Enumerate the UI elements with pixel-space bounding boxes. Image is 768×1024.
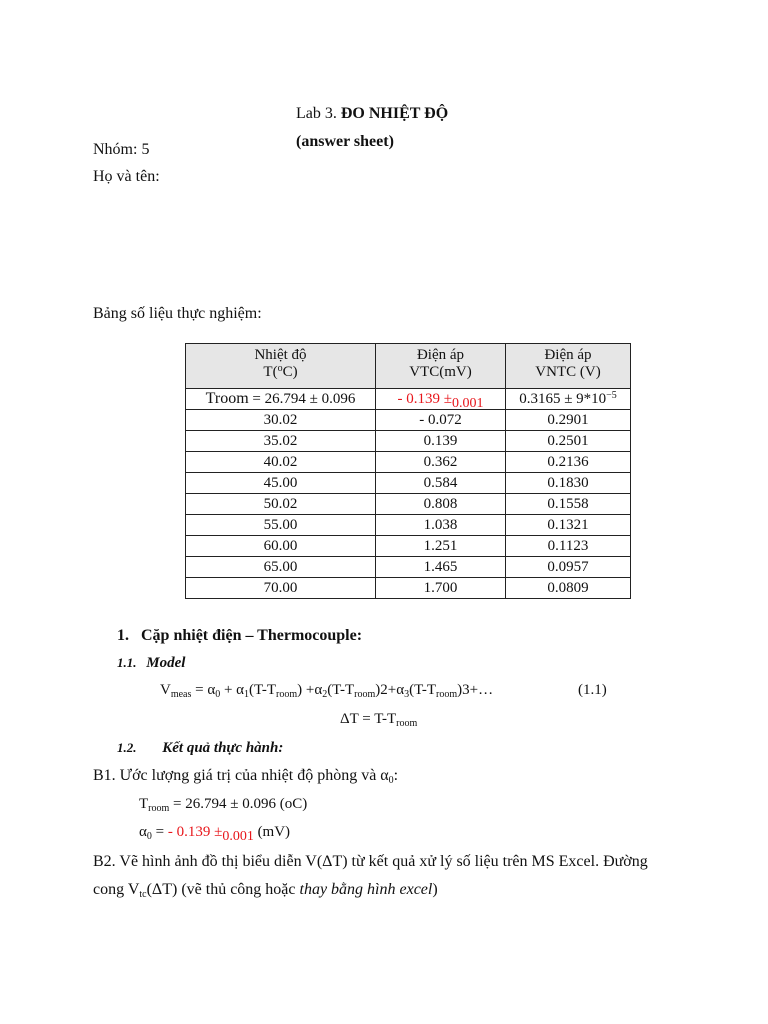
eq-v-sub: meas xyxy=(170,689,192,700)
header-vntc-line1: Điện áp xyxy=(544,347,592,363)
temperature-cell: 65.00 xyxy=(186,557,376,578)
eq-sroom1: room xyxy=(276,689,298,700)
vtc-cell: 1.251 xyxy=(376,536,506,557)
section12-number: 1.2. xyxy=(117,740,137,755)
b2-line2-b: (ΔT) (vẽ thủ công hoặc xyxy=(146,881,300,898)
troom-vtc-main: - 0.139 ± xyxy=(397,390,452,407)
delta-eq-main: ΔT = T-T xyxy=(340,711,397,727)
table-row-troom xyxy=(186,389,631,410)
eq-s1: 1 xyxy=(244,689,250,700)
eq-p7: (T-T xyxy=(409,682,437,698)
vntc-cell: 0.2501 xyxy=(506,431,631,452)
alpha0-value: - 0.139 ± xyxy=(167,824,223,840)
vtc-cell: - 0.072 xyxy=(376,410,506,431)
vntc-cell: 0.2136 xyxy=(506,452,631,473)
lab-subtitle: (answer sheet) xyxy=(296,133,394,150)
temperature-cell: 45.00 xyxy=(186,473,376,494)
vtc-cell: 1.038 xyxy=(376,515,506,536)
table-header-row xyxy=(186,344,631,389)
troom-label: Troom xyxy=(205,390,249,407)
table-row xyxy=(186,452,631,473)
alpha0-unit: (mV) xyxy=(253,824,291,840)
section12-heading xyxy=(117,740,283,757)
eq-p6: )2+α xyxy=(375,682,405,698)
table-row xyxy=(186,515,631,536)
vntc-cell: 0.0809 xyxy=(506,578,631,599)
header-vtc xyxy=(376,344,506,389)
table-row xyxy=(186,410,631,431)
header-temperature-line1: Nhiệt độ xyxy=(254,347,307,363)
b1-main: B1. Ước lượng giá trị của nhiệt độ phòng và α xyxy=(93,767,389,784)
lab-title xyxy=(296,105,448,123)
b2-line2-a: cong V xyxy=(93,881,140,898)
alpha0-sub: 0 xyxy=(146,831,152,842)
header-vntc xyxy=(506,344,631,389)
header-temperature-line2a: T( xyxy=(263,364,278,380)
b1-text xyxy=(93,767,398,785)
b1-colon: : xyxy=(393,767,399,784)
section12-title: Kết quả thực hành: xyxy=(162,740,284,756)
vntc-cell: 0.1830 xyxy=(506,473,631,494)
troom-vtc-sub: 0.001 xyxy=(451,395,484,411)
b1-sub: 0 xyxy=(388,775,394,786)
temperature-cell: 70.00 xyxy=(186,578,376,599)
delta-equation xyxy=(340,711,417,728)
troom-vntc-cell xyxy=(506,389,631,410)
alpha0-result xyxy=(139,824,291,844)
troom-result xyxy=(139,796,307,813)
eq-p8: )3+… xyxy=(457,682,494,698)
vntc-cell: 0.2901 xyxy=(506,410,631,431)
b2-line2-sub: tc xyxy=(139,889,147,900)
eq-p2: + α xyxy=(220,682,245,698)
eq-s0: 0 xyxy=(215,689,221,700)
name-label: Họ và tên: xyxy=(93,168,160,185)
section1-title: Cặp nhiệt điện – Thermocouple: xyxy=(141,627,363,644)
section11-heading xyxy=(117,655,185,672)
vntc-cell: 0.1321 xyxy=(506,515,631,536)
vntc-cell: 0.0957 xyxy=(506,557,631,578)
alpha0-symbol: α xyxy=(139,824,147,840)
temperature-cell: 30.02 xyxy=(186,410,376,431)
vtc-cell: 0.139 xyxy=(376,431,506,452)
model-equation xyxy=(160,682,493,699)
eq-sroom2: room xyxy=(354,689,376,700)
b2-line2-italic: thay bằng hình excel xyxy=(299,881,433,898)
delta-eq-sub: room xyxy=(396,718,418,729)
section11-number: 1.1. xyxy=(117,655,137,670)
temperature-cell: 55.00 xyxy=(186,515,376,536)
lab-title-bold: ĐO NHIỆT ĐỘ xyxy=(340,105,449,122)
alpha0-uncertainty: 0.001 xyxy=(222,829,254,844)
table-row xyxy=(186,557,631,578)
troom-cell xyxy=(186,389,376,410)
section1-heading xyxy=(117,627,362,645)
vtc-cell: 0.584 xyxy=(376,473,506,494)
table-row xyxy=(186,536,631,557)
eq-p1: = α xyxy=(191,682,216,698)
temperature-cell: 50.02 xyxy=(186,494,376,515)
section11-title: Model xyxy=(146,655,186,671)
troom-value: = 26.794 ± 0.096 xyxy=(252,391,356,407)
header-vntc-line2: VNTC (V) xyxy=(535,364,601,380)
troom-vntc-main: 0.3165 ± 9*10 xyxy=(519,390,607,407)
table-row xyxy=(186,578,631,599)
temperature-cell: 60.00 xyxy=(186,536,376,557)
header-temperature-line2b: C) xyxy=(282,364,298,380)
header-vtc-line1: Điện áp xyxy=(416,347,465,363)
temperature-cell: 35.02 xyxy=(186,431,376,452)
eq-s2: 2 xyxy=(322,689,328,700)
group-label: Nhóm: 5 xyxy=(93,141,150,158)
table-row xyxy=(186,473,631,494)
vntc-cell: 0.1123 xyxy=(506,536,631,557)
header-temperature-sup: o xyxy=(277,363,283,374)
eq-p5: (T-T xyxy=(327,682,355,698)
vtc-cell: 1.465 xyxy=(376,557,506,578)
troom-result-value: = 26.794 ± 0.096 (oC) xyxy=(169,796,308,812)
alpha0-eq: = xyxy=(151,824,168,840)
lab-title-prefix: Lab 3. xyxy=(296,105,337,122)
vtc-cell: 1.700 xyxy=(376,578,506,599)
temperature-cell: 40.02 xyxy=(186,452,376,473)
vntc-cell: 0.1558 xyxy=(506,494,631,515)
equation-number: (1.1) xyxy=(578,682,607,698)
vtc-cell: 0.362 xyxy=(376,452,506,473)
header-vtc-line2: VTC(mV) xyxy=(409,364,472,380)
troom-vtc-cell xyxy=(376,389,506,410)
table-caption: Bảng số liệu thực nghiệm: xyxy=(93,305,262,322)
data-table xyxy=(185,343,631,599)
table-row xyxy=(186,494,631,515)
b2-line2 xyxy=(93,881,438,899)
troom-result-sub: room xyxy=(148,803,170,814)
eq-p3: (T-T xyxy=(249,682,276,698)
header-temperature xyxy=(186,344,376,389)
vtc-cell: 0.808 xyxy=(376,494,506,515)
eq-p4: ) +α xyxy=(297,682,323,698)
table-row xyxy=(186,431,631,452)
eq-sroom3: room xyxy=(436,689,458,700)
eq-v: V xyxy=(160,682,171,698)
section1-number: 1. xyxy=(117,627,129,644)
troom-vntc-sup: −5 xyxy=(606,389,617,401)
eq-s3: 3 xyxy=(404,689,410,700)
troom-result-t: T xyxy=(139,796,149,812)
b2-line1: B2. Vẽ hình ảnh đồ thị biểu diễn V(ΔT) từ kết quả xử lý số liệu trên MS Excel. Đường xyxy=(93,853,648,870)
b2-line2-c: ) xyxy=(432,881,438,898)
